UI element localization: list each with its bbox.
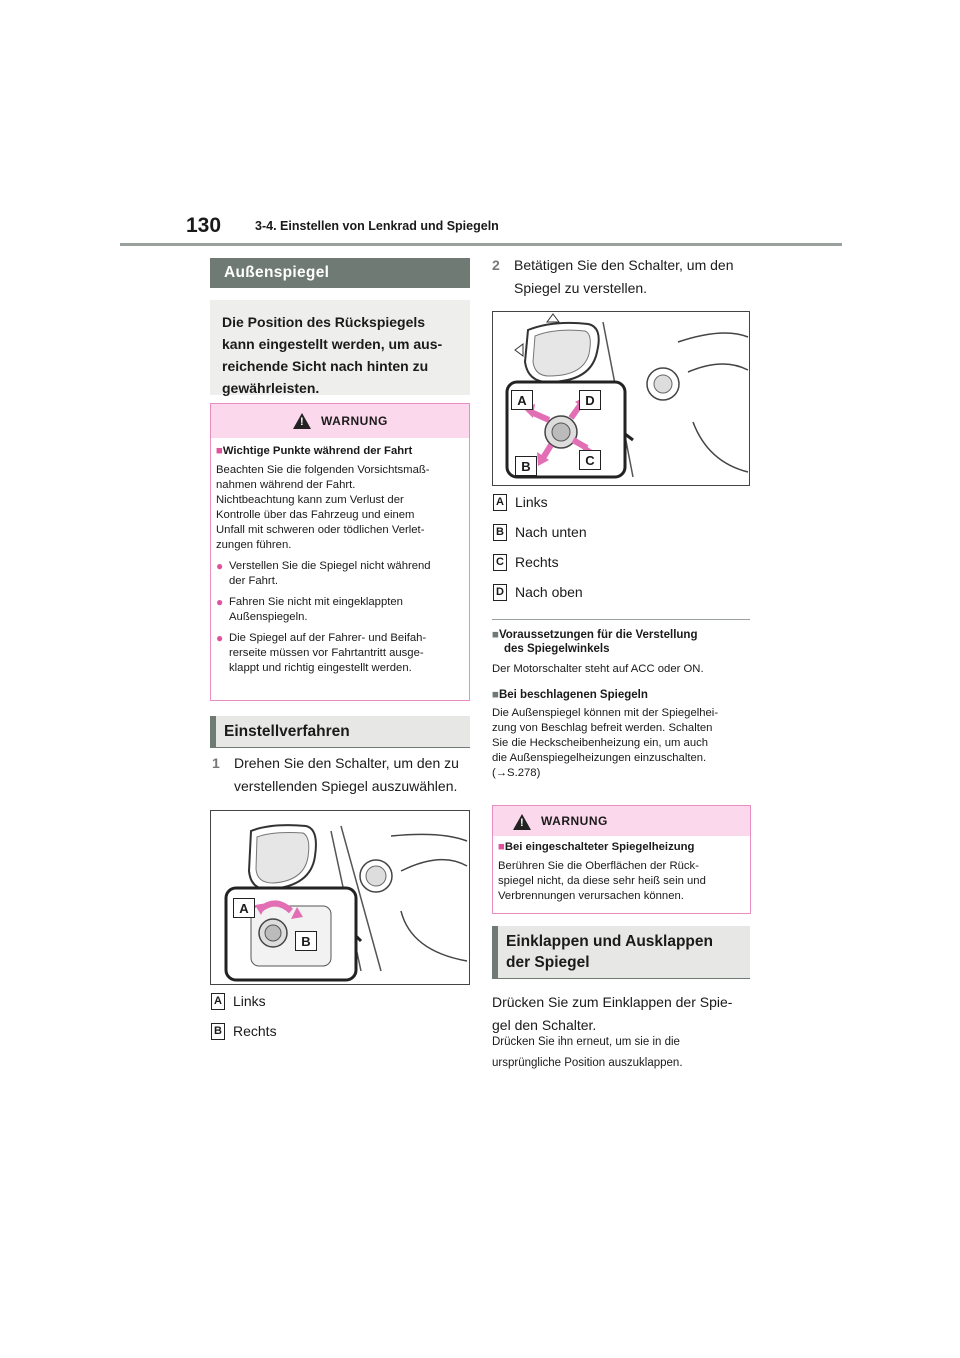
figure-callout-c: C: [579, 450, 601, 470]
legend-key-b: B: [211, 1023, 225, 1040]
legend-item: C Rechts: [493, 552, 559, 572]
legend-item: B Rechts: [211, 1021, 277, 1041]
step-number: 1: [212, 755, 220, 771]
note-text: Die Außenspiegel können mit der Spiegelhei- zung von Beschlag befreit werden. Schalten Sie die Heckscheibenheizung ein, um auch die Außenspiegelheizungen einzuschalten. (→S.278): [492, 707, 719, 779]
figure-callout-a: A: [511, 390, 533, 410]
step-2: 2 Betätigen Sie den Schalter, um den Spiegel zu verstellen.: [492, 254, 752, 300]
note-title: ■Voraussetzungen für die Verstellung: [492, 629, 698, 641]
section-rule: [210, 747, 470, 748]
section-title-aussenspiegel: Außenspiegel: [210, 258, 470, 288]
circle-bullet-icon: ●: [216, 631, 224, 645]
fold-instruction: Drücken Sie zum Einklappen der Spie- gel den Schalter.: [492, 994, 733, 1033]
warning-text: Berühren Sie die Oberflächen der Rück- spiegel nicht, da diese sehr heiß sein und Verbrennungen verursachen können.: [498, 860, 706, 902]
figure-callout-d: D: [579, 390, 601, 410]
legend-item: D Nach oben: [493, 582, 583, 602]
note-beschlagen: [492, 688, 754, 781]
header-rule: [120, 243, 842, 246]
square-bullet-icon: ■: [492, 629, 499, 641]
warning-header: [211, 404, 469, 438]
warning-text: Beachten Sie die folgenden Vorsichtsmaß- nahmen während der Fahrt. Nichtbeachtung kann zum Verlust der Kontrolle über das Fahrzeug und einem Unfall mit schweren oder tödlichen Verlet- zungen führen.: [216, 464, 430, 551]
divider: [492, 619, 750, 620]
warning-label: WARNUNG: [541, 814, 608, 828]
step-1: 1 Drehen Sie den Schalter, um den zu verstellenden Spiegel auszuwählen.: [212, 752, 472, 798]
circle-bullet-icon: ●: [216, 595, 224, 609]
legend-key-d: D: [493, 584, 507, 601]
warning-bullet: ● Die Spiegel auf der Fahrer- und Beifah- rerseite müssen vor Fahrtantritt ausge- klappt und richtig eingestellt werden.: [216, 631, 427, 674]
warning-subtitle: ■Wichtige Punkte während der Fahrt: [216, 445, 413, 457]
intro-line: reichende Sicht nach hinten zu: [222, 358, 429, 374]
figure-callout-b: B: [515, 456, 537, 476]
intro-line: gewährleisten.: [222, 380, 320, 396]
warning-bullet: ● Verstellen Sie die Spiegel nicht während der Fahrt.: [216, 559, 431, 587]
section-title-einstellverfahren: Einstellverfahren: [210, 716, 470, 747]
warning-body: [493, 836, 750, 912]
figure-callout-b: B: [295, 931, 317, 951]
warning-header: [493, 806, 750, 836]
circle-bullet-icon: ●: [216, 559, 224, 573]
figure-mirror-select: [210, 810, 470, 985]
step-number: 2: [492, 257, 500, 273]
section-rule: [492, 978, 750, 979]
figure-mirror-adjust: [492, 311, 750, 486]
note-title: ■Bei beschlagenen Spiegeln: [492, 689, 648, 701]
intro-line: kann eingestellt werden, um aus-: [222, 336, 443, 352]
warning-bullet: ● Fahren Sie nicht mit eingeklappten Außenspiegeln.: [216, 595, 403, 623]
warning-box: [210, 403, 470, 701]
warning-box-heizung: [492, 805, 751, 914]
page-number: 130: [186, 214, 222, 237]
chapter-title: 3-4. Einstellen von Lenkrad und Spiegeln: [255, 219, 499, 233]
legend-key-b: B: [493, 524, 507, 541]
legend-key-a: A: [211, 993, 225, 1010]
warning-subtitle: ■Bei eingeschalteter Spiegelheizung: [498, 841, 695, 853]
square-bullet-icon: ■: [216, 445, 223, 457]
intro-line: Die Position des Rückspiegels: [222, 314, 426, 330]
warning-body: [211, 438, 469, 690]
legend-item: A Links: [211, 991, 266, 1011]
legend-key-c: C: [493, 554, 507, 571]
square-bullet-icon: ■: [492, 689, 499, 701]
note-title: des Spiegelwinkels: [504, 643, 610, 655]
legend-key-a: A: [493, 494, 507, 511]
legend-item: B Nach unten: [493, 522, 587, 542]
section-title-einklappen: Einklappen und Ausklappen der Spiegel: [492, 926, 750, 978]
figure-callout-a: A: [233, 898, 255, 918]
legend-item: A Links: [493, 492, 548, 512]
note-voraussetzungen: [492, 628, 754, 677]
intro-box: [210, 300, 470, 395]
fold-subinstruction: Drücken Sie ihn erneut, um sie in die ursprüngliche Position auszuklappen.: [492, 1036, 683, 1069]
warning-triangle-icon: [513, 814, 531, 830]
note-text: Der Motorschalter steht auf ACC oder ON.: [492, 663, 704, 675]
warning-triangle-icon: [293, 413, 311, 429]
warning-label: WARNUNG: [321, 414, 388, 428]
square-bullet-icon: ■: [498, 841, 505, 853]
